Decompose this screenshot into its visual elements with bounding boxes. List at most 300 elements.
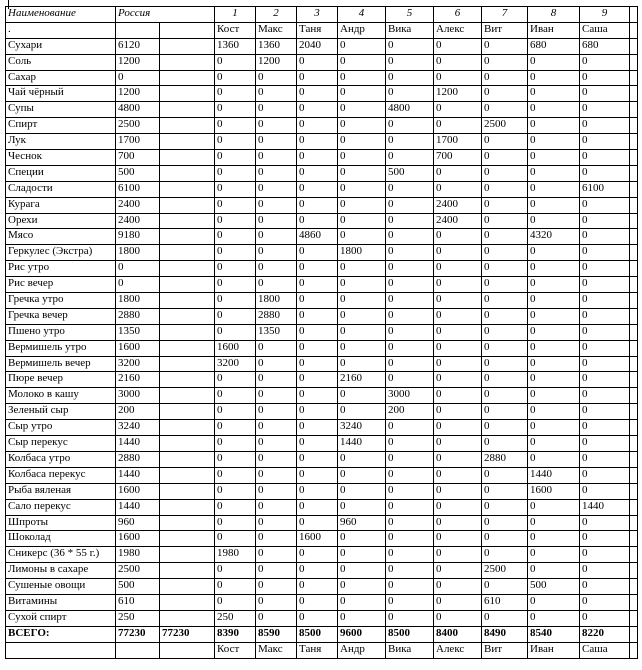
item-value: 3200 — [215, 356, 256, 372]
item-value: 0 — [256, 197, 297, 213]
item-value: 0 — [338, 70, 386, 86]
blank-cell — [6, 642, 116, 658]
blank-cell — [160, 181, 215, 197]
item-value: 0 — [482, 308, 528, 324]
totals-row — [6, 626, 638, 642]
item-value: 0 — [215, 102, 256, 118]
item-value: 0 — [580, 102, 630, 118]
blank-cell — [160, 499, 215, 515]
footer-person-name: Андр — [338, 642, 386, 658]
item-value: 0 — [338, 150, 386, 166]
item-value: 0 — [434, 102, 482, 118]
item-value: 700 — [434, 150, 482, 166]
edge-cell — [630, 404, 638, 420]
item-value: 0 — [482, 483, 528, 499]
item-value: 0 — [297, 610, 338, 626]
item-value: 0 — [580, 340, 630, 356]
item-value: 1440 — [528, 467, 580, 483]
item-value: 4860 — [297, 229, 338, 245]
blank-cell — [160, 277, 215, 293]
edge-cell — [630, 197, 638, 213]
item-value: 0 — [215, 54, 256, 70]
table-row — [6, 372, 638, 388]
table-row — [6, 102, 638, 118]
item-value: 0 — [580, 293, 630, 309]
item-value: 0 — [482, 165, 528, 181]
item-name: Сахар — [6, 70, 116, 86]
item-value: 0 — [297, 181, 338, 197]
item-name: Гречка утро — [6, 293, 116, 309]
item-value: 0 — [338, 324, 386, 340]
table-row — [6, 38, 638, 54]
item-value: 960 — [338, 515, 386, 531]
item-value: 0 — [528, 420, 580, 436]
edge-cell — [630, 277, 638, 293]
item-value: 0 — [256, 483, 297, 499]
item-value: 1360 — [215, 38, 256, 54]
item-value: 0 — [215, 499, 256, 515]
person-name: Кост — [215, 22, 256, 38]
table-row — [6, 563, 638, 579]
item-value: 0 — [580, 150, 630, 166]
edge-cell — [630, 293, 638, 309]
item-value: 0 — [256, 515, 297, 531]
person-name: Таня — [297, 22, 338, 38]
table-row — [6, 54, 638, 70]
item-value: 3000 — [386, 388, 434, 404]
item-value: 0 — [256, 388, 297, 404]
item-value: 0 — [297, 245, 338, 261]
item-name: Вермишель утро — [6, 340, 116, 356]
item-value: 0 — [528, 436, 580, 452]
item-value: 0 — [482, 181, 528, 197]
item-name: Молоко в кашу — [6, 388, 116, 404]
item-value: 0 — [434, 388, 482, 404]
item-name: Курага — [6, 197, 116, 213]
item-value: 0 — [338, 54, 386, 70]
table-row — [6, 420, 638, 436]
item-value: 0 — [297, 118, 338, 134]
person-name: Иван — [528, 22, 580, 38]
item-value: 0 — [215, 467, 256, 483]
item-value: 0 — [338, 134, 386, 150]
item-value: 0 — [528, 293, 580, 309]
edge-cell — [630, 70, 638, 86]
person-total: 8540 — [528, 626, 580, 642]
item-value: 0 — [528, 277, 580, 293]
item-value: 0 — [482, 547, 528, 563]
item-value: 0 — [215, 165, 256, 181]
item-total: 1350 — [116, 324, 160, 340]
item-value: 0 — [256, 610, 297, 626]
header-name: Наименование — [6, 7, 116, 23]
item-value: 0 — [580, 404, 630, 420]
edge-cell — [630, 22, 638, 38]
edge-cell — [630, 229, 638, 245]
blank-cell — [160, 102, 215, 118]
item-total: 1440 — [116, 499, 160, 515]
item-value: 0 — [256, 420, 297, 436]
item-value: 0 — [482, 499, 528, 515]
item-value: 500 — [528, 579, 580, 595]
item-value: 0 — [215, 579, 256, 595]
item-total: 9180 — [116, 229, 160, 245]
table-row — [6, 150, 638, 166]
item-total: 1440 — [116, 467, 160, 483]
item-value: 0 — [434, 261, 482, 277]
blank-cell — [160, 388, 215, 404]
edge-cell — [630, 594, 638, 610]
item-value: 0 — [297, 308, 338, 324]
item-value: 0 — [297, 150, 338, 166]
item-value: 0 — [297, 102, 338, 118]
item-total: 3200 — [116, 356, 160, 372]
edge-cell — [630, 261, 638, 277]
item-value: 0 — [215, 515, 256, 531]
edge-cell — [630, 7, 638, 23]
item-value: 0 — [215, 563, 256, 579]
item-value: 0 — [482, 531, 528, 547]
item-value: 0 — [482, 197, 528, 213]
item-value: 0 — [386, 594, 434, 610]
item-value: 0 — [256, 245, 297, 261]
item-value: 0 — [386, 70, 434, 86]
item-value: 0 — [528, 150, 580, 166]
table-row — [6, 515, 638, 531]
table-row — [6, 388, 638, 404]
header-blank — [160, 7, 215, 23]
item-value: 0 — [434, 451, 482, 467]
item-value: 0 — [215, 150, 256, 166]
item-value: 2040 — [297, 38, 338, 54]
item-value: 0 — [297, 54, 338, 70]
item-value: 0 — [215, 134, 256, 150]
item-value: 0 — [338, 467, 386, 483]
item-value: 0 — [580, 165, 630, 181]
item-value: 0 — [434, 229, 482, 245]
item-value: 2160 — [338, 372, 386, 388]
item-name: Рис утро — [6, 261, 116, 277]
item-name: Супы — [6, 102, 116, 118]
item-value: 0 — [482, 515, 528, 531]
item-total: 960 — [116, 515, 160, 531]
blank-cell — [160, 594, 215, 610]
item-value: 0 — [482, 579, 528, 595]
item-total: 1440 — [116, 436, 160, 452]
blank-cell — [160, 563, 215, 579]
item-value: 0 — [580, 483, 630, 499]
item-value: 0 — [256, 594, 297, 610]
item-value: 0 — [215, 213, 256, 229]
blank-cell — [116, 642, 160, 658]
table-row — [6, 197, 638, 213]
item-value: 0 — [528, 245, 580, 261]
item-value: 0 — [482, 356, 528, 372]
item-value: 0 — [528, 308, 580, 324]
item-total: 0 — [116, 70, 160, 86]
item-value: 610 — [482, 594, 528, 610]
item-value: 0 — [215, 118, 256, 134]
blank-cell — [160, 467, 215, 483]
item-value: 0 — [256, 150, 297, 166]
item-value: 680 — [580, 38, 630, 54]
edge-cell — [630, 245, 638, 261]
table-row — [6, 86, 638, 102]
person-total: 8390 — [215, 626, 256, 642]
item-value: 0 — [297, 451, 338, 467]
item-name: Сладости — [6, 181, 116, 197]
item-value: 0 — [386, 229, 434, 245]
table-row — [6, 340, 638, 356]
item-value: 0 — [338, 229, 386, 245]
item-value: 0 — [256, 436, 297, 452]
header-number-6: 6 — [434, 7, 482, 23]
item-value: 0 — [580, 324, 630, 340]
item-value: 0 — [386, 610, 434, 626]
blank-cell — [160, 420, 215, 436]
item-value: 0 — [386, 563, 434, 579]
item-value: 0 — [434, 118, 482, 134]
item-value: 0 — [386, 134, 434, 150]
item-total: 2160 — [116, 372, 160, 388]
table-row — [6, 594, 638, 610]
item-value: 0 — [338, 388, 386, 404]
item-name: Пюре вечер — [6, 372, 116, 388]
item-value: 0 — [528, 547, 580, 563]
item-value: 0 — [386, 118, 434, 134]
person-name: Алекс — [434, 22, 482, 38]
edge-cell — [630, 54, 638, 70]
item-value: 0 — [215, 181, 256, 197]
item-value: 0 — [215, 293, 256, 309]
item-total: 1600 — [116, 483, 160, 499]
item-value: 0 — [297, 86, 338, 102]
item-value: 0 — [256, 547, 297, 563]
header-total: Россия — [116, 7, 160, 23]
blank-cell — [160, 197, 215, 213]
person-name: Вика — [386, 22, 434, 38]
table-row — [6, 451, 638, 467]
edge-cell — [630, 165, 638, 181]
item-value: 0 — [482, 213, 528, 229]
item-value: 0 — [580, 372, 630, 388]
item-name: Зеленый сыр — [6, 404, 116, 420]
item-name: Мясо — [6, 229, 116, 245]
item-value: 0 — [297, 483, 338, 499]
item-total: 3000 — [116, 388, 160, 404]
item-value: 0 — [528, 356, 580, 372]
item-value: 0 — [528, 86, 580, 102]
edge-cell — [630, 134, 638, 150]
item-name: Колбаса перекус — [6, 467, 116, 483]
blank-cell — [160, 261, 215, 277]
item-total: 1980 — [116, 547, 160, 563]
item-value: 0 — [215, 86, 256, 102]
item-value: 3240 — [338, 420, 386, 436]
provisions-table — [5, 6, 638, 659]
item-value: 0 — [580, 118, 630, 134]
item-name: Чеснок — [6, 150, 116, 166]
blank-cell — [160, 308, 215, 324]
person-total: 9600 — [338, 626, 386, 642]
person-name: Саша — [580, 22, 630, 38]
item-value: 0 — [386, 86, 434, 102]
totals-check: 77230 — [160, 626, 215, 642]
item-value: 0 — [580, 261, 630, 277]
item-value: 0 — [434, 181, 482, 197]
item-value: 0 — [386, 150, 434, 166]
item-value: 0 — [215, 451, 256, 467]
edge-cell — [630, 86, 638, 102]
item-value: 0 — [338, 451, 386, 467]
people-row — [6, 22, 638, 38]
item-value: 2880 — [482, 451, 528, 467]
item-value: 0 — [338, 38, 386, 54]
footer-person-name: Алекс — [434, 642, 482, 658]
item-total: 1700 — [116, 134, 160, 150]
item-value: 0 — [434, 372, 482, 388]
item-value: 0 — [482, 70, 528, 86]
item-name: Лук — [6, 134, 116, 150]
item-value: 0 — [528, 118, 580, 134]
item-total: 3240 — [116, 420, 160, 436]
item-value: 0 — [338, 499, 386, 515]
item-total: 0 — [116, 261, 160, 277]
item-value: 0 — [434, 499, 482, 515]
table-row — [6, 324, 638, 340]
item-name: Колбаса утро — [6, 451, 116, 467]
item-name: Сыр перекус — [6, 436, 116, 452]
item-value: 0 — [338, 197, 386, 213]
footer-person-name: Вика — [386, 642, 434, 658]
item-value: 0 — [528, 594, 580, 610]
item-value: 0 — [528, 610, 580, 626]
item-value: 0 — [386, 436, 434, 452]
table-row — [6, 483, 638, 499]
item-value: 0 — [528, 213, 580, 229]
item-value: 0 — [297, 372, 338, 388]
item-name: Сушеные овощи — [6, 579, 116, 595]
item-name: Рыба вяленая — [6, 483, 116, 499]
item-value: 0 — [215, 404, 256, 420]
item-total: 1600 — [116, 340, 160, 356]
item-value: 0 — [338, 547, 386, 563]
item-value: 0 — [256, 102, 297, 118]
item-value: 0 — [297, 420, 338, 436]
item-value: 0 — [482, 467, 528, 483]
item-value: 0 — [580, 579, 630, 595]
item-value: 0 — [482, 38, 528, 54]
item-value: 0 — [215, 245, 256, 261]
item-name: Сало перекус — [6, 499, 116, 515]
item-value: 0 — [297, 293, 338, 309]
item-value: 0 — [528, 70, 580, 86]
edge-cell — [630, 579, 638, 595]
edge-cell — [630, 308, 638, 324]
item-total: 1200 — [116, 86, 160, 102]
table-row — [6, 547, 638, 563]
item-name: Витамины — [6, 594, 116, 610]
item-value: 0 — [386, 245, 434, 261]
edge-cell — [630, 356, 638, 372]
item-value: 0 — [297, 197, 338, 213]
item-value: 0 — [338, 531, 386, 547]
item-value: 0 — [297, 467, 338, 483]
person-total: 8490 — [482, 626, 528, 642]
edge-cell — [630, 483, 638, 499]
item-value: 2400 — [434, 197, 482, 213]
item-name: Орехи — [6, 213, 116, 229]
item-value: 0 — [434, 404, 482, 420]
item-value: 0 — [386, 531, 434, 547]
table-row — [6, 308, 638, 324]
item-value: 0 — [256, 563, 297, 579]
item-total: 500 — [116, 579, 160, 595]
item-value: 0 — [482, 245, 528, 261]
totals-sum: 77230 — [116, 626, 160, 642]
edge-cell — [630, 436, 638, 452]
item-value: 0 — [434, 324, 482, 340]
item-value: 0 — [580, 388, 630, 404]
item-value: 0 — [256, 134, 297, 150]
table-row — [6, 165, 638, 181]
item-value: 1360 — [256, 38, 297, 54]
item-value: 0 — [297, 165, 338, 181]
item-total: 500 — [116, 165, 160, 181]
item-value: 0 — [215, 436, 256, 452]
item-value: 0 — [528, 54, 580, 70]
item-value: 0 — [386, 261, 434, 277]
item-value: 0 — [386, 197, 434, 213]
item-value: 2500 — [482, 563, 528, 579]
blank-cell — [160, 372, 215, 388]
item-value: 0 — [528, 324, 580, 340]
table-row — [6, 181, 638, 197]
item-value: 0 — [215, 308, 256, 324]
item-value: 0 — [338, 118, 386, 134]
item-value: 0 — [434, 165, 482, 181]
item-value: 4800 — [386, 102, 434, 118]
item-value: 0 — [528, 181, 580, 197]
item-total: 1600 — [116, 531, 160, 547]
item-value: 0 — [338, 483, 386, 499]
item-value: 0 — [297, 594, 338, 610]
item-value: 2400 — [434, 213, 482, 229]
blank-cell — [160, 451, 215, 467]
blank-cell — [160, 70, 215, 86]
item-value: 0 — [482, 229, 528, 245]
edge-cell — [630, 451, 638, 467]
item-value: 0 — [528, 165, 580, 181]
item-value: 0 — [580, 229, 630, 245]
item-value: 0 — [215, 261, 256, 277]
item-value: 0 — [580, 356, 630, 372]
item-value: 0 — [482, 610, 528, 626]
item-value: 680 — [528, 38, 580, 54]
item-total: 1800 — [116, 245, 160, 261]
item-value: 0 — [434, 70, 482, 86]
item-value: 0 — [338, 563, 386, 579]
header-number-7: 7 — [482, 7, 528, 23]
item-value: 0 — [256, 499, 297, 515]
item-name: Соль — [6, 54, 116, 70]
item-value: 0 — [386, 277, 434, 293]
item-value: 0 — [386, 340, 434, 356]
header-row — [6, 7, 638, 23]
person-total: 8590 — [256, 626, 297, 642]
item-value: 1440 — [338, 436, 386, 452]
table-row — [6, 229, 638, 245]
